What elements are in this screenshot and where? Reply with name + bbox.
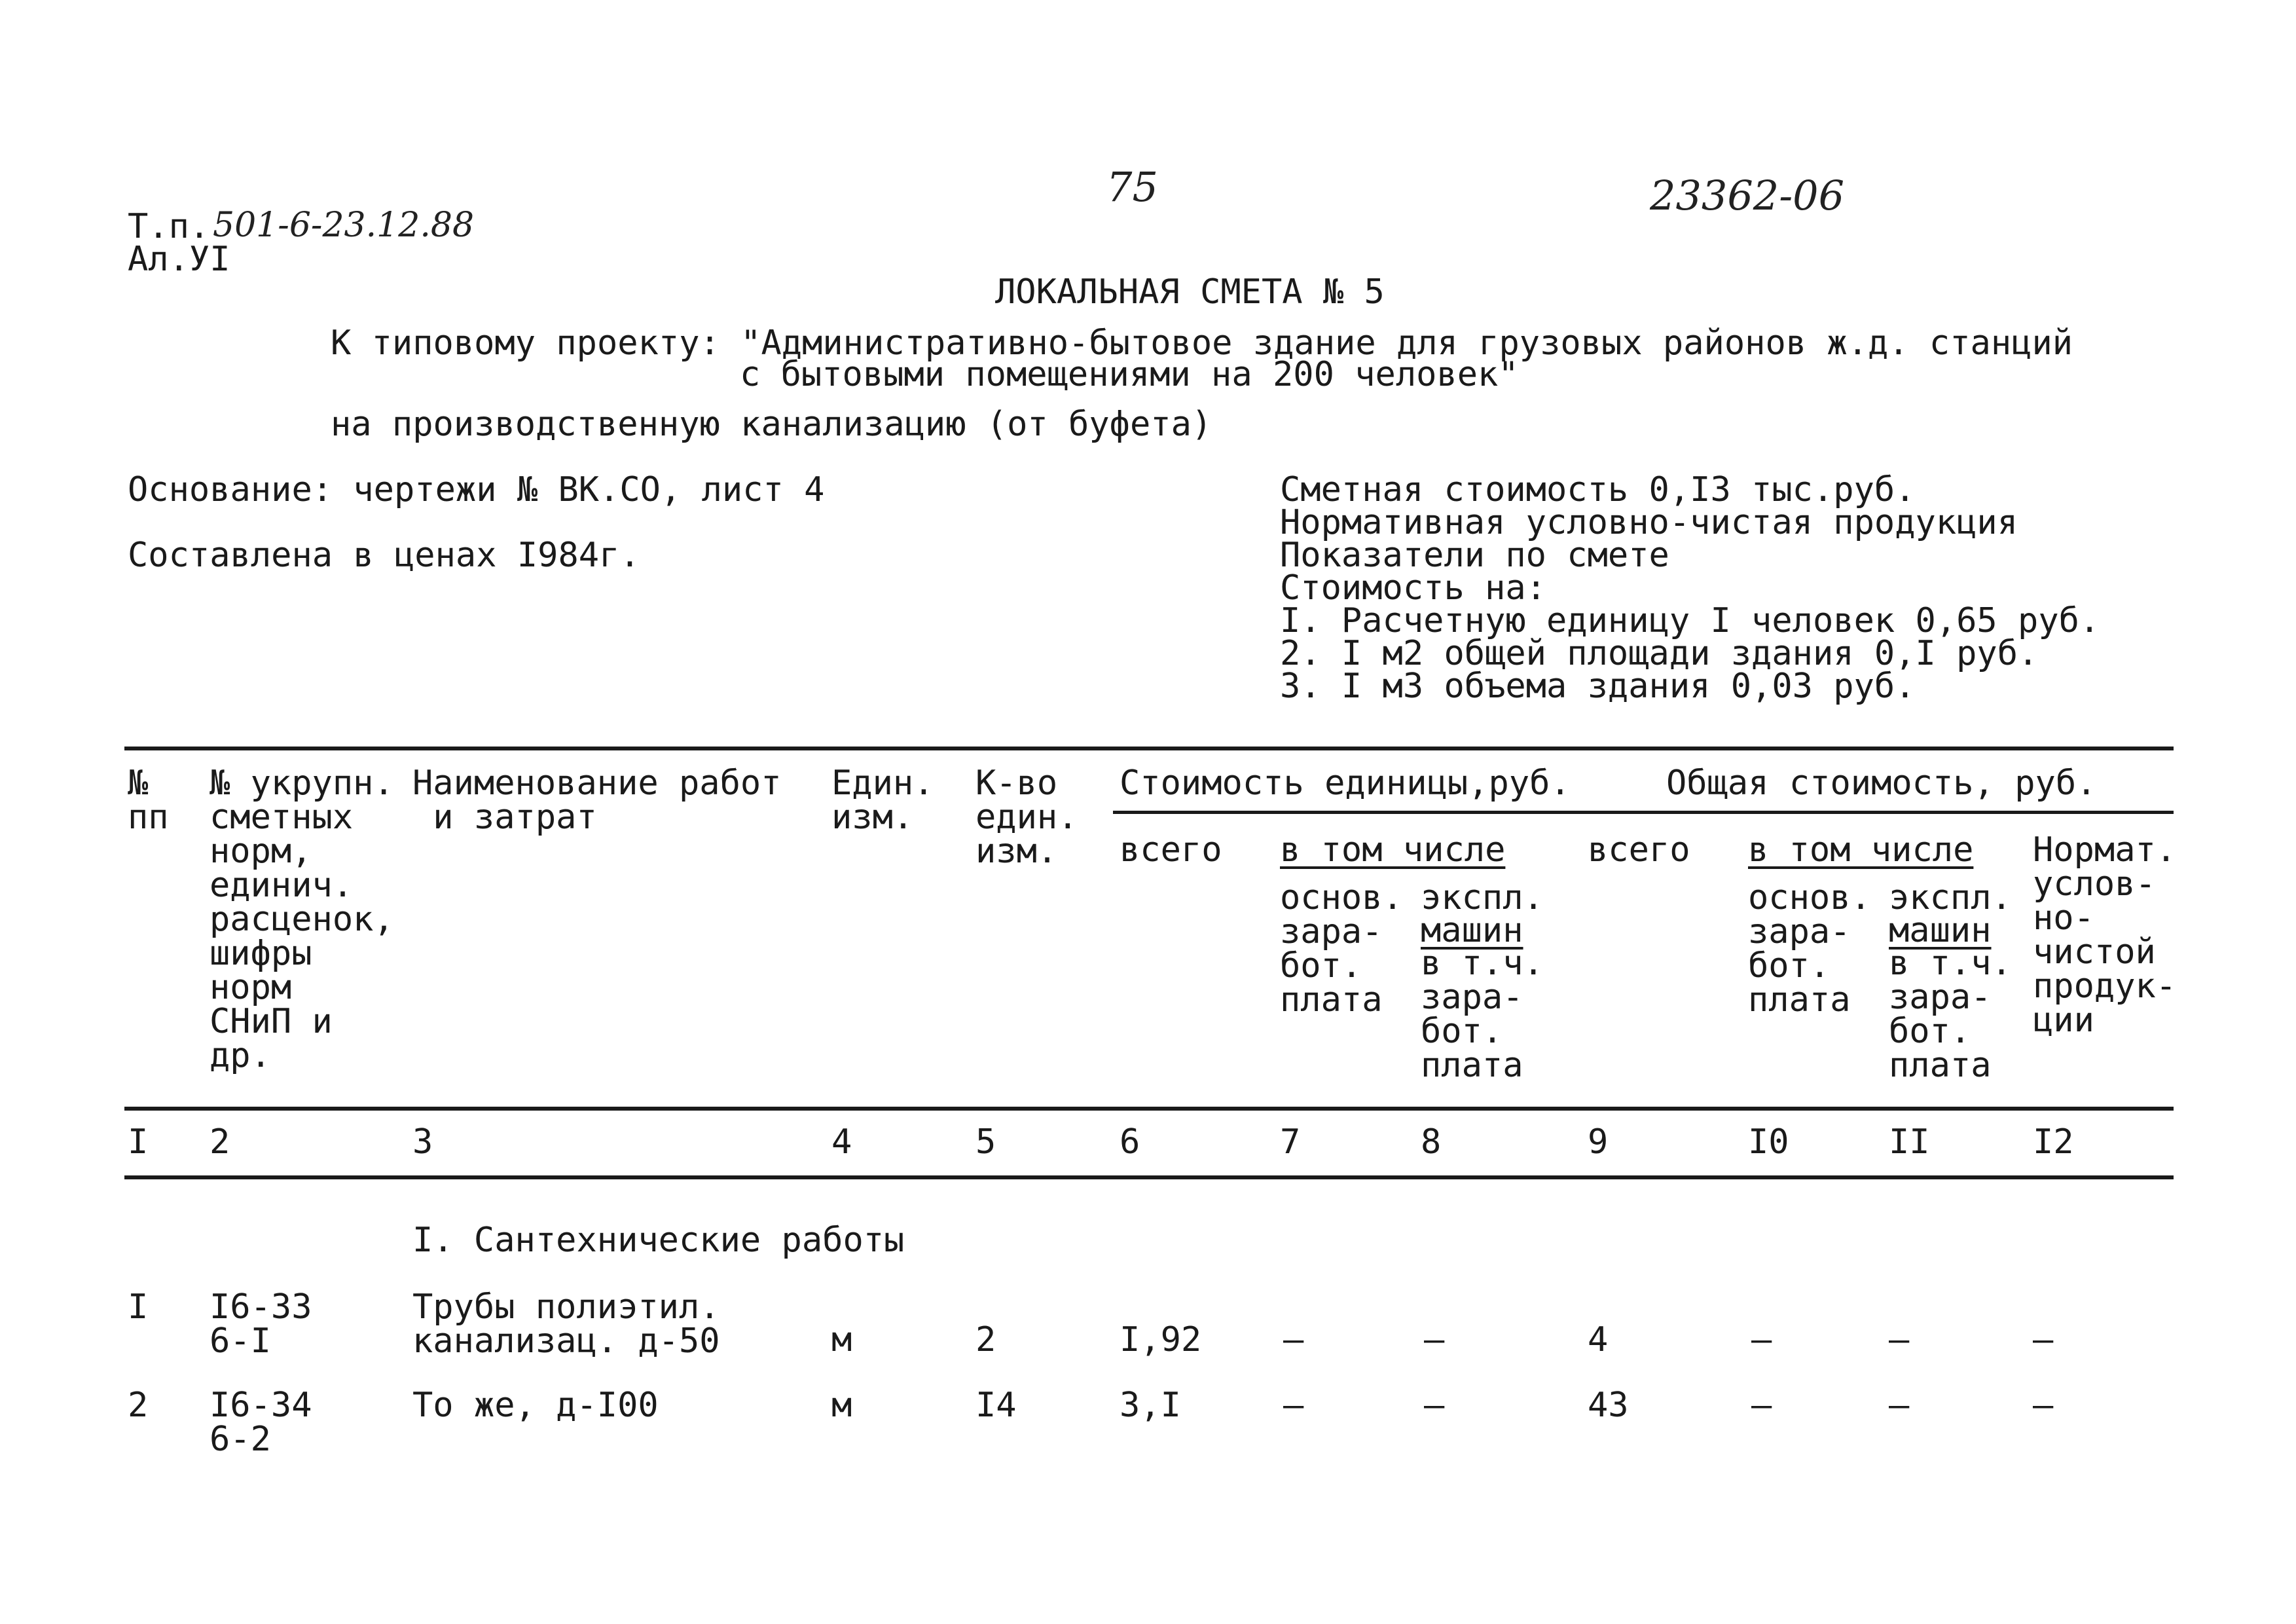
column-number: 9 (1588, 1122, 1609, 1162)
header-unit-machines-a: экспл. (1421, 878, 1544, 917)
row-total: 4 (1588, 1320, 1609, 1359)
column-number: 3 (412, 1122, 433, 1162)
header-unit-incl: в том числе (1280, 830, 1506, 870)
row-number: I (128, 1287, 149, 1327)
row-norm-code: I6-33 6-I (210, 1287, 312, 1361)
header-work-name: Наименование работ и затрат (412, 764, 782, 837)
row-unit-wage: – (1283, 1320, 1304, 1359)
summary-line: Сметная стоимость 0,I3 тыс.руб. (1280, 470, 1916, 509)
column-numbers-rule (124, 1175, 2174, 1179)
project-line-1: К типовому проекту: "Административно-бытовое здание для грузовых районов ж.д. станций (331, 323, 2073, 363)
header-unit-wage: основ. зара- бот. плата (1280, 878, 1403, 1020)
header-total-cost: Общая стоимость, руб. (1666, 764, 2097, 803)
row-unit: м (831, 1320, 852, 1359)
document-code: 23362-06 (1650, 172, 1845, 219)
row-quantity: I4 (975, 1386, 1017, 1425)
row-work-name: То же, д-I00 (412, 1386, 659, 1425)
column-number: 4 (831, 1122, 852, 1162)
header-total-machines-b: машин (1889, 911, 1992, 950)
column-number: I2 (2033, 1122, 2074, 1162)
row-unit: м (831, 1386, 852, 1425)
summary-line: Стоимость на: (1280, 568, 1546, 608)
column-number: 7 (1280, 1122, 1301, 1162)
summary-line: Показатели по смете (1280, 536, 1669, 575)
header-total-machines-a: экспл. (1889, 878, 2012, 917)
document-title: ЛОКАЛЬНАЯ СМЕТА № 5 (995, 272, 1385, 312)
project-line-2: с бытовыми помещениями на 200 человек" (740, 355, 1519, 394)
header-total-machines-wage: в т.ч. зара- бот. плата (1889, 944, 2012, 1085)
summary-line: Нормативная условно-чистая продукция (1280, 503, 2018, 542)
header-row-number: № пп (128, 764, 169, 837)
header-bottom-rule (124, 1107, 2174, 1111)
row-total-machines: – (1889, 1320, 1910, 1359)
header-unit-machines-b: машин (1421, 911, 1523, 950)
column-number: II (1889, 1122, 1930, 1162)
row-work-name: Трубы полиэтил. канализац. д-50 (412, 1287, 720, 1361)
cost-group-rule (1113, 811, 2174, 814)
row-unit-wage: – (1283, 1386, 1304, 1425)
header-normative-product: Нормат. услов- но- чистой продук- ции (2033, 830, 2177, 1040)
header-quantity: К-во един. изм. (975, 764, 1078, 871)
tp-prefix: Т.п. (128, 207, 210, 246)
column-number: 2 (210, 1122, 230, 1162)
purpose-line: на производственную канализацию (от буфета) (331, 405, 1212, 444)
header-total-incl: в том числе (1748, 830, 1974, 870)
header-unit-machines-wage: в т.ч. зара- бот. плата (1421, 944, 1544, 1085)
prices-line: Составлена в ценах I984г. (128, 536, 640, 575)
row-total-normative: – (2033, 1320, 2054, 1359)
section-title: I. Сантехнические работы (412, 1221, 905, 1260)
row-total-wage: – (1751, 1386, 1772, 1425)
column-number: I (128, 1122, 149, 1162)
header-unit: Един. изм. (831, 764, 934, 837)
row-total-wage: – (1751, 1320, 1772, 1359)
table-top-rule (124, 747, 2174, 750)
column-number: I0 (1748, 1122, 1789, 1162)
row-unit-machines: – (1424, 1386, 1445, 1425)
column-number: 5 (975, 1122, 996, 1162)
row-quantity: 2 (975, 1320, 996, 1359)
page-number: 75 (1106, 163, 1158, 211)
header-total-total: всего (1588, 830, 1690, 870)
row-total: 43 (1588, 1386, 1629, 1425)
header-total-wage: основ. зара- бот. плата (1748, 878, 1871, 1020)
row-number: 2 (128, 1386, 149, 1425)
row-unit-total: I,92 (1120, 1320, 1202, 1359)
summary-line: 3. I м3 объема здания 0,03 руб. (1280, 667, 1916, 706)
row-total-normative: – (2033, 1386, 2054, 1425)
header-norm-code: № укрупн. сметных норм, единич. расценок, шифры норм СНиП и др. (210, 764, 394, 1075)
column-number: 6 (1120, 1122, 1140, 1162)
row-unit-machines: – (1424, 1320, 1445, 1359)
row-norm-code: I6-34 6-2 (210, 1386, 312, 1459)
row-total-machines: – (1889, 1386, 1910, 1425)
column-number: 8 (1421, 1122, 1442, 1162)
album-label: Ал.УI (128, 240, 230, 279)
summary-line: I. Расчетную единицу I человек 0,65 руб. (1280, 601, 2100, 640)
header-unit-cost: Стоимость единицы,руб. (1120, 764, 1571, 803)
basis-line: Основание: чертежи № ВК.СО, лист 4 (128, 470, 825, 509)
header-unit-total: всего (1120, 830, 1222, 870)
summary-line: 2. I м2 общей площади здания 0,I руб. (1280, 634, 2039, 673)
row-unit-total: 3,I (1120, 1386, 1181, 1425)
tp-number: 501-6-23.12.88 (213, 206, 475, 245)
